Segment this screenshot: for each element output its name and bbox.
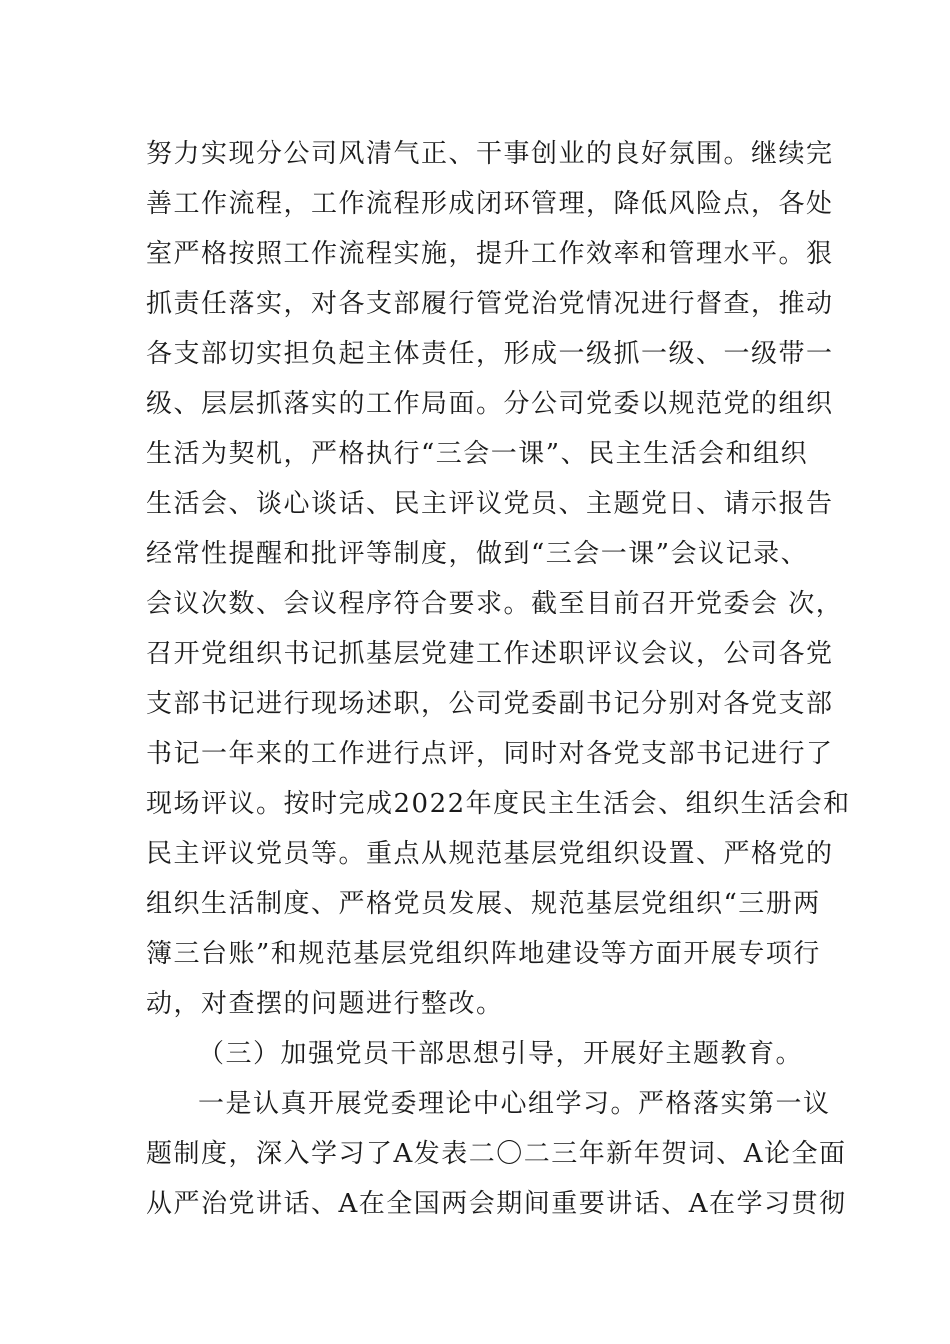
body-text-line: 级、层层抓落实的工作局面。分公司党委以规范党的组织 [146, 389, 834, 419]
body-text-line: 努力实现分公司风清气正、干事创业的良好氛围。继续完 [146, 139, 834, 169]
body-text-line: 簿三台账”和规范基层党组织阵地建设等方面开展专项行 [146, 939, 821, 969]
body-text-line: 支部书记进行现场述职，公司党委副书记分别对各党支部 [146, 689, 834, 719]
body-text-line: 生活会、谈心谈话、民主评议党员、主题党日、请示报告 [146, 489, 834, 519]
body-text-line: 召开党组织书记抓基层党建工作述职评议会议，公司各党 [146, 639, 834, 669]
body-text-line: 抓责任落实，对各支部履行管党治党情况进行督查，推动 [146, 289, 834, 319]
section-heading: （三）加强党员干部思想引导，开展好主题教育。 [198, 1039, 804, 1069]
body-text-line: 组织生活制度、严格党员发展、规范基层党组织“三册两 [146, 889, 821, 919]
body-text-line: 室严格按照工作流程实施，提升工作效率和管理水平。狠 [146, 239, 834, 269]
paragraph-first-line: 一是认真开展党委理论中心组学习。严格落实第一议 [198, 1089, 831, 1119]
body-text-line: 书记一年来的工作进行点评，同时对各党支部书记进行了 [146, 739, 834, 769]
body-text-line: 生活为契机，严格执行“三会一课”、民主生活会和组织 [146, 439, 809, 469]
body-text-line: 现场评议。按时完成2022年度民主生活会、组织生活会和 [146, 789, 851, 819]
body-text-line: 动，对查摆的问题进行整改。 [146, 989, 504, 1019]
body-text-line: 善工作流程，工作流程形成闭环管理，降低风险点，各处 [146, 189, 834, 219]
body-text-line: 题制度，深入学习了A发表二〇二三年新年贺词、A论全面 [146, 1139, 847, 1169]
body-text-line: 从严治党讲话、A在全国两会期间重要讲话、A在学习贯彻 [146, 1189, 847, 1219]
body-text-line: 会议次数、会议程序符合要求。截至目前召开党委会 次， [146, 589, 844, 619]
body-text-line: 民主评议党员等。重点从规范基层党组织设置、严格党的 [146, 839, 834, 869]
body-text-line: 经常性提醒和批评等制度，做到“三会一课”会议记录、 [146, 539, 809, 569]
body-text-line: 各支部切实担负起主体责任，形成一级抓一级、一级带一 [146, 339, 834, 369]
